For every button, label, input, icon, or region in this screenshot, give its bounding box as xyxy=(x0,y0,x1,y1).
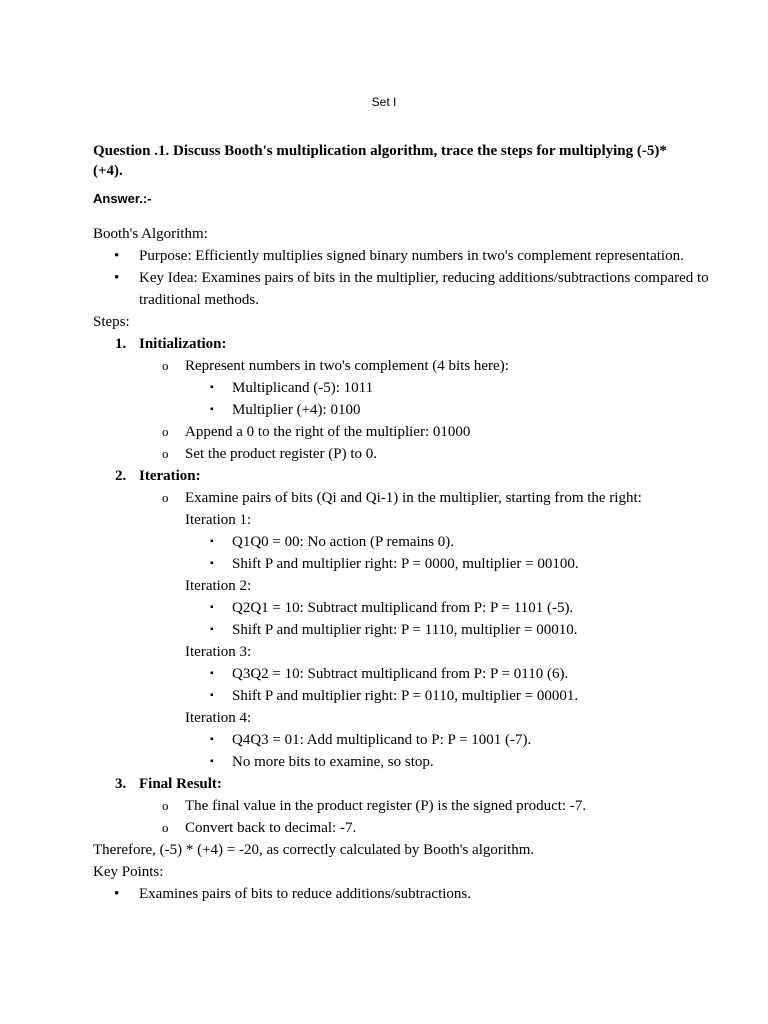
list-item: • Examines pairs of bits to reduce additions/subtractions. xyxy=(93,883,713,905)
list-item: • Purpose: Efficiently multiplies signed binary numbers in two's complement representation. xyxy=(93,245,713,267)
iteration-label: Iteration 2: xyxy=(185,578,252,594)
answer-body xyxy=(93,223,713,905)
list-item: o Set the product register (P) to 0. xyxy=(93,443,713,465)
circle-bullet-icon: o xyxy=(162,358,169,373)
square-bullet-icon: ▪ xyxy=(210,558,214,569)
circle-bullet-icon: o xyxy=(162,820,169,835)
square-bullet-icon: ▪ xyxy=(210,624,214,635)
intro-heading: Booth's Algorithm: xyxy=(93,226,208,242)
circle-bullet-icon: o xyxy=(162,424,169,439)
question-text: Question .1. Discuss Booth's multiplication algorithm, trace the steps for multiplying (-5)*(+4). xyxy=(93,143,667,179)
square-bullet-icon: ▪ xyxy=(210,756,214,767)
list-item: o Append a 0 to the right of the multiplier: 01000 xyxy=(93,421,713,443)
list-item: ▪ Q1Q0 = 00: No action (P remains 0). xyxy=(93,531,713,553)
steps-heading: Steps: xyxy=(93,314,130,330)
bullet-icon: • xyxy=(114,248,120,264)
list-item: ▪ Q4Q3 = 01: Add multiplicand to P: P = 1001 (-7). xyxy=(93,729,713,751)
page-header: Set I xyxy=(371,95,397,109)
step-heading: 3. Final Result: xyxy=(115,776,222,792)
square-bullet-icon: ▪ xyxy=(210,602,214,613)
list-item: o Examine pairs of bits (Qi and Qi-1) in the multiplier, starting from the right: xyxy=(93,487,713,509)
square-bullet-icon: ▪ xyxy=(210,690,214,701)
list-item: ▪ Shift P and multiplier right: P = 0110, multiplier = 00001. xyxy=(93,685,713,707)
list-item: ▪ Multiplicand (-5): 1011 xyxy=(93,377,713,399)
conclusion-text: Therefore, (-5) * (+4) = -20, as correctly calculated by Booth's algorithm. xyxy=(93,842,535,858)
circle-bullet-icon: o xyxy=(162,446,169,461)
circle-bullet-icon: o xyxy=(162,798,169,813)
square-bullet-icon: ▪ xyxy=(210,734,214,745)
bullet-icon: • xyxy=(114,270,120,286)
list-item: o Represent numbers in two's complement (4 bits here): xyxy=(93,355,713,377)
list-item: o The final value in the product register (P) is the signed product: -7. xyxy=(93,795,713,817)
square-bullet-icon: ▪ xyxy=(210,536,214,547)
iteration-label: Iteration 3: xyxy=(185,644,252,660)
square-bullet-icon: ▪ xyxy=(210,404,214,415)
list-item: ▪ Multiplier (+4): 0100 xyxy=(93,399,713,421)
step-heading: 2. Iteration: xyxy=(115,468,201,484)
list-item: ▪ Q2Q1 = 10: Subtract multiplicand from P: P = 1101 (-5). xyxy=(93,597,713,619)
list-item: ▪ No more bits to examine, so stop. xyxy=(93,751,713,773)
bullet-icon: • xyxy=(114,886,120,902)
square-bullet-icon: ▪ xyxy=(210,382,214,393)
list-item: ▪ Shift P and multiplier right: P = 1110, multiplier = 00010. xyxy=(93,619,713,641)
iteration-label: Iteration 4: xyxy=(185,710,252,726)
list-item: ▪ Shift P and multiplier right: P = 0000, multiplier = 00100. xyxy=(93,553,713,575)
key-points-heading: Key Points: xyxy=(93,864,164,880)
square-bullet-icon: ▪ xyxy=(210,668,214,679)
iteration-label: Iteration 1: xyxy=(185,512,252,528)
list-item: • Key Idea: Examines pairs of bits in the multiplier, reducing additions/subtractions compared to traditional methods. xyxy=(93,267,713,311)
list-item: o Convert back to decimal: -7. xyxy=(93,817,713,839)
step-heading: 1. Initialization: xyxy=(115,336,227,352)
answer-label: Answer.:- xyxy=(93,191,152,206)
circle-bullet-icon: o xyxy=(162,490,169,505)
list-item: ▪ Q3Q2 = 10: Subtract multiplicand from P: P = 0110 (6). xyxy=(93,663,713,685)
